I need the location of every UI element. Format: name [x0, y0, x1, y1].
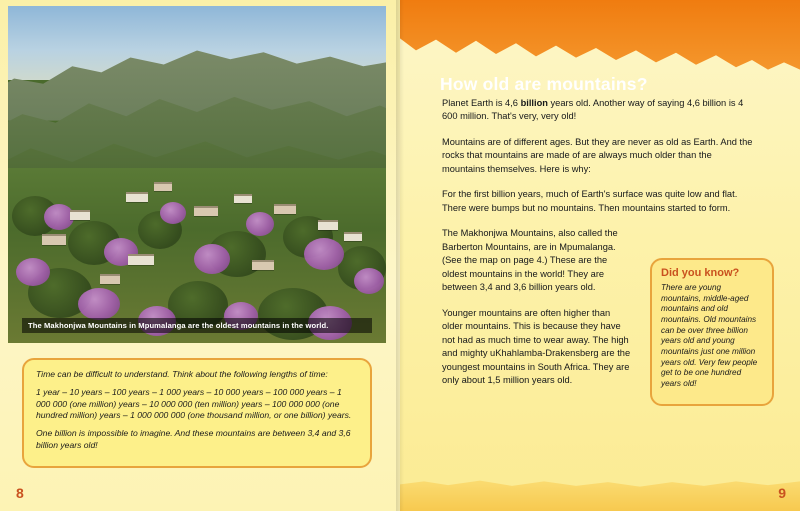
body-paragraph-2: Mountains are of different ages. But they are never as old as Earth. And the rocks that mountains are made of are always much older than the mountains themselves. Here is why: — [442, 136, 753, 174]
page-number-left: 8 — [16, 485, 24, 501]
page-title: How old are mountains? — [440, 73, 648, 94]
body-paragraph-1: Planet Earth is 4,6 billion years old. Another way of saying 4,6 billion is 4 600 million. That's very, very old! — [442, 98, 744, 122]
info-box-paragraph-2: 1 year – 10 years – 100 years – 1 000 years – 10 000 years – 100 000 years – 1 000 000 (one million) years – 10 000 000 (ten million) years – 100 000 000 (one hundred million) years – 1 000 000 000 (one thousand million, or one billion) years. — [36, 387, 352, 421]
did-you-know-heading: Did you know? — [661, 267, 740, 279]
photo-house — [234, 194, 252, 203]
photo-blossom-tree — [304, 238, 344, 270]
photo-blossom-tree — [194, 244, 230, 274]
photo-house — [154, 182, 172, 191]
right-page — [400, 0, 800, 511]
photo-house — [70, 210, 90, 220]
book-spine — [396, 0, 404, 511]
photo-house — [100, 274, 120, 284]
body-paragraph-5: Younger mountains are often higher than older mountains. This is because they have not had as much time to wear away. The high and mighty uKhahlamba-Drakensberg are the youngest mountains in South Africa. They are only about 1,5 million years old. — [442, 307, 631, 385]
photo-house — [194, 206, 218, 216]
photo-house — [128, 254, 154, 265]
photo-house — [42, 234, 66, 245]
photo-caption: The Makhonjwa Mountains in Mpumalanga are the oldest mountains in the world. — [22, 318, 372, 333]
did-you-know-text: There are young mountains, middle-aged mountains and old mountains. Old mountains can be over three billion years old and young mountains just one million years old. Very few people get to be one hundred years old! — [661, 283, 758, 388]
photo-blossom-tree — [354, 268, 384, 294]
did-you-know-box — [650, 258, 774, 406]
photo-blossom-tree — [160, 202, 186, 224]
photo-house — [252, 260, 274, 270]
info-box-paragraph-1: Time can be difficult to understand. Think about the following lengths of time: — [36, 369, 328, 379]
photo-blossom-tree — [246, 212, 274, 236]
mountain-landscape-photo — [8, 6, 386, 343]
photo-house — [344, 232, 362, 241]
photo-house — [274, 204, 296, 214]
info-box-paragraph-3: One billion is impossible to imagine. And these mountains are between 3,4 and 3,6 billion years old! — [36, 428, 351, 450]
orange-footer-band — [400, 473, 800, 511]
body-paragraph-3: For the first billion years, much of Earth's surface was quite low and flat. There were bumps but no mountains. Then mountains started to form. — [442, 189, 738, 213]
body-paragraph-4: The Makhonjwa Mountains, also called the Barberton Mountains, are in Mpumalanga. (See the map on page 4.) These are the oldest mountains in the world! They are between 3,4 and 3,6 billion years old. — [442, 228, 618, 293]
photo-blossom-tree — [78, 288, 120, 320]
photo-house — [126, 192, 148, 202]
photo-blossom-tree — [16, 258, 50, 286]
time-info-box — [22, 358, 372, 468]
page-number-right: 9 — [778, 485, 786, 501]
photo-house — [318, 220, 338, 230]
